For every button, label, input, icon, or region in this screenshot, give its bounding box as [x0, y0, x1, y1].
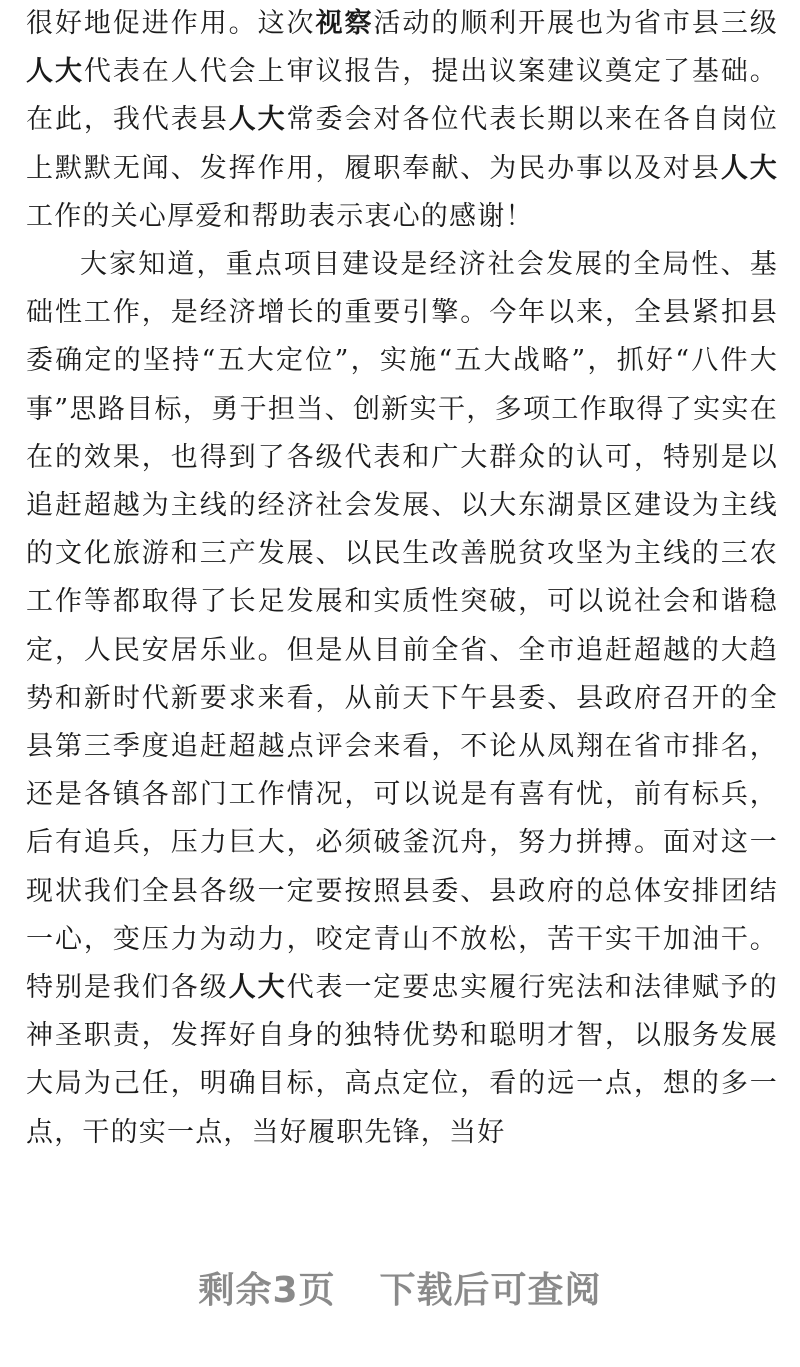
paragraph-1: [26, 0, 778, 241]
paragraph-1-text-4: 常委会对各位代表长期以来在各自岗位上默默无闻、发挥作用，履职奉献、为民办事以及对县: [26, 104, 778, 184]
remaining-pages-label: 剩余3页: [198, 1270, 336, 1311]
highlight-renda-1: 人大: [26, 56, 84, 88]
document-body: [26, 0, 778, 1157]
highlight-renda-4: 人大: [228, 972, 287, 1004]
download-prompt[interactable]: [0, 1262, 800, 1313]
highlight-renda-2: 人大: [228, 104, 287, 136]
paragraph-2-text-1: 大家知道，重点项目建设是经济社会发展的全局性、基础性工作，是经济增长的重要引擎。今年以来，全县紧扣县委确定的坚持“五大定位”，实施“五大战略”，抓好“八件大事”思路目标，勇于担当、创新实干，多项工作取得了实实在在的效果，也得到了各级代表和广大群众的认可，特别是以追赶超越为主线的经济社会发展、以大东湖景区建设为主线的文化旅游和三产发展、以民生改善脱贫攻坚为主线的三农工作等都取得了长足发展和实质性突破，可以说社会和谐稳定，人民安居乐业。但是从目前全省、全市追赶超越的大趋势和新时代新要求来看，从前天下午县委、县政府召开的全县第三季度追赶超越点评会来看，不论从凤翔在省市排名，还是各镇各部门工作情况，可以说是有喜有忧，前有标兵，后有追兵，压力巨大，必须破釜沉舟，努力拼搏。面对这一现状我们全县各级一定要按照县委、县政府的总体安排团结一心，变压力为动力，咬定青山不放松，苦干实干加油干。特别是我们各级: [26, 249, 778, 1004]
paragraph-1-text-2: 活动的顺利开展也为省市县三级: [373, 8, 778, 39]
paragraph-1-text-5: 工作的关心厚爱和帮助表示衷心的感谢！: [26, 200, 534, 232]
highlight-shicha: 视察: [315, 8, 374, 39]
paragraph-2: [26, 241, 778, 1157]
paragraph-1-text-1: 很好地促进作用。这次: [26, 8, 316, 39]
highlight-renda-3: 人大: [720, 152, 778, 184]
paragraph-2-text-2: 代表一定要忠实履行宪法和法律赋予的神圣职责，发挥好自身的独特优势和聪明才智，以服务发展大局为己任，明确目标，高点定位，看的远一点，想的多一点，干的实一点，当好履职先锋，当好: [26, 972, 778, 1148]
download-to-view-label: 下载后可查阅: [379, 1270, 602, 1311]
paragraph-1-text-3: 代表在人代会上审议报告，提出议案建议奠定了基础。在此，我代表县: [26, 56, 778, 136]
